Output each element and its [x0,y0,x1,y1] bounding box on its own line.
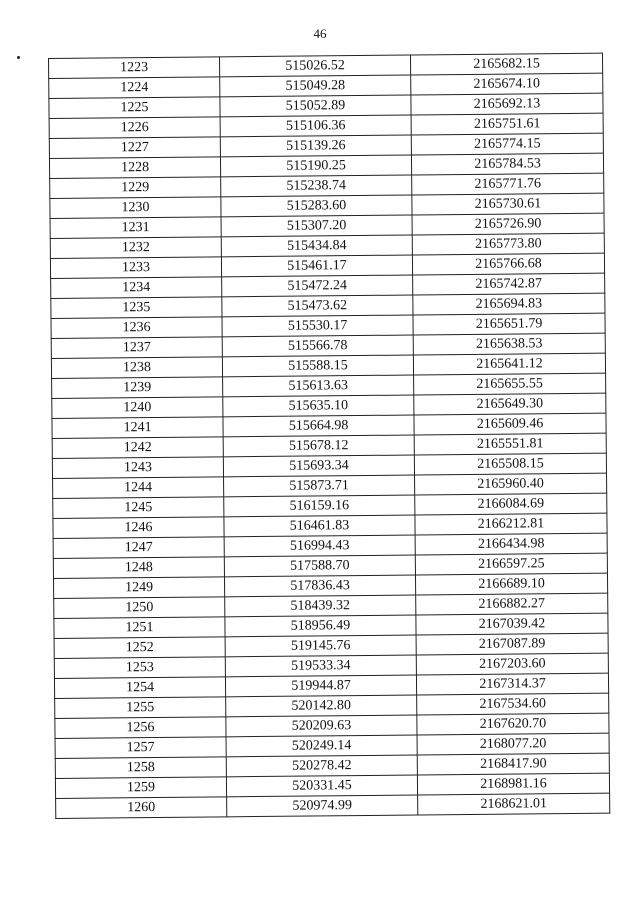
point-number-cell: 1250 [54,597,225,619]
x-coordinate-cell: 515566.78 [222,335,413,357]
x-coordinate-cell: 515026.52 [219,55,410,77]
point-number-cell: 1223 [49,57,220,79]
y-coordinate-cell: 2167087.89 [416,633,608,655]
y-coordinate-cell: 2167039.42 [416,613,608,635]
y-coordinate-cell: 2165674.10 [411,73,603,95]
point-number-cell: 1237 [51,337,222,359]
coordinates-table-container [48,53,609,819]
y-coordinate-cell: 2165692.13 [411,93,603,115]
y-coordinate-cell: 2165773.80 [412,233,604,255]
point-number-cell: 1259 [55,777,226,799]
x-coordinate-cell: 520278.42 [226,755,417,777]
y-coordinate-cell: 2167620.70 [417,713,609,735]
point-number-cell: 1229 [50,177,221,199]
x-coordinate-cell: 515139.26 [220,135,411,157]
y-coordinate-cell: 2166597.25 [415,553,607,575]
point-number-cell: 1244 [53,477,224,499]
x-coordinate-cell: 519145.76 [225,635,416,657]
x-coordinate-cell: 515283.60 [221,195,412,217]
point-number-cell: 1224 [49,77,220,99]
x-coordinate-cell: 515588.15 [222,355,413,377]
point-number-cell: 1242 [52,437,223,459]
point-number-cell: 1254 [54,677,225,699]
x-coordinate-cell: 515238.74 [221,175,412,197]
point-number-cell: 1248 [53,557,224,579]
x-coordinate-cell: 515473.62 [222,295,413,317]
x-coordinate-cell: 516159.16 [224,495,415,517]
point-number-cell: 1236 [51,317,222,339]
y-coordinate-cell: 2165784.53 [411,153,603,175]
y-coordinate-cell: 2165609.46 [414,413,606,435]
point-number-cell: 1247 [53,537,224,559]
point-number-cell: 1246 [53,517,224,539]
x-coordinate-cell: 515307.20 [221,215,412,237]
point-number-cell: 1243 [52,457,223,479]
x-coordinate-cell: 520209.63 [226,715,417,737]
y-coordinate-cell: 2165649.30 [414,393,606,415]
x-coordinate-cell: 518439.32 [225,595,416,617]
x-coordinate-cell: 515052.89 [220,95,411,117]
x-coordinate-cell: 516461.83 [224,515,415,537]
y-coordinate-cell: 2168077.20 [417,733,609,755]
point-number-cell: 1257 [55,737,226,759]
y-coordinate-cell: 2166882.27 [416,593,608,615]
point-number-cell: 1241 [52,417,223,439]
y-coordinate-cell: 2165694.83 [413,293,605,315]
coordinates-table [48,53,610,819]
x-coordinate-cell: 517836.43 [224,575,415,597]
coordinates-table-body [49,53,610,818]
x-coordinate-cell: 515472.24 [222,275,413,297]
x-coordinate-cell: 515693.34 [223,455,414,477]
y-coordinate-cell: 2165641.12 [413,353,605,375]
scan-mark [17,56,20,59]
y-coordinate-cell: 2168417.90 [417,753,609,775]
x-coordinate-cell: 515434.84 [221,235,412,257]
point-number-cell: 1227 [49,137,220,159]
x-coordinate-cell: 515190.25 [220,155,411,177]
y-coordinate-cell: 2165960.40 [415,473,607,495]
y-coordinate-cell: 2165551.81 [414,433,606,455]
point-number-cell: 1235 [51,297,222,319]
x-coordinate-cell: 519944.87 [225,675,416,697]
y-coordinate-cell: 2167203.60 [416,653,608,675]
point-number-cell: 1225 [49,97,220,119]
y-coordinate-cell: 2165682.15 [410,53,602,75]
x-coordinate-cell: 515635.10 [223,395,414,417]
y-coordinate-cell: 2166689.10 [415,573,607,595]
point-number-cell: 1234 [51,277,222,299]
y-coordinate-cell: 2165638.53 [413,333,605,355]
point-number-cell: 1233 [50,257,221,279]
x-coordinate-cell: 515461.17 [221,255,412,277]
y-coordinate-cell: 2168981.16 [417,773,609,795]
point-number-cell: 1255 [55,697,226,719]
x-coordinate-cell: 516994.43 [224,535,415,557]
point-number-cell: 1252 [54,637,225,659]
x-coordinate-cell: 518956.49 [225,615,416,637]
point-number-cell: 1228 [49,157,220,179]
point-number-cell: 1253 [54,657,225,679]
y-coordinate-cell: 2165742.87 [413,273,605,295]
point-number-cell: 1230 [50,197,221,219]
point-number-cell: 1251 [54,617,225,639]
y-coordinate-cell: 2165508.15 [414,453,606,475]
y-coordinate-cell: 2166084.69 [415,493,607,515]
y-coordinate-cell: 2165774.15 [411,133,603,155]
x-coordinate-cell: 520331.45 [226,775,417,797]
x-coordinate-cell: 515106.36 [220,115,411,137]
x-coordinate-cell: 520142.80 [226,695,417,717]
point-number-cell: 1249 [53,577,224,599]
y-coordinate-cell: 2165771.76 [412,173,604,195]
point-number-cell: 1260 [56,797,227,819]
point-number-cell: 1232 [50,237,221,259]
y-coordinate-cell: 2165766.68 [412,253,604,275]
x-coordinate-cell: 517588.70 [224,555,415,577]
x-coordinate-cell: 520249.14 [226,735,417,757]
y-coordinate-cell: 2165730.61 [412,193,604,215]
point-number-cell: 1256 [55,717,226,739]
x-coordinate-cell: 519533.34 [225,655,416,677]
point-number-cell: 1238 [51,357,222,379]
x-coordinate-cell: 515049.28 [220,75,411,97]
y-coordinate-cell: 2167534.60 [417,693,609,715]
point-number-cell: 1226 [49,117,220,139]
point-number-cell: 1258 [55,757,226,779]
point-number-cell: 1245 [53,497,224,519]
point-number-cell: 1239 [52,377,223,399]
y-coordinate-cell: 2165655.55 [414,373,606,395]
x-coordinate-cell: 515873.71 [224,475,415,497]
y-coordinate-cell: 2167314.37 [416,673,608,695]
y-coordinate-cell: 2165651.79 [413,313,605,335]
y-coordinate-cell: 2165751.61 [411,113,603,135]
x-coordinate-cell: 515664.98 [223,415,414,437]
x-coordinate-cell: 515530.17 [222,315,413,337]
point-number-cell: 1240 [52,397,223,419]
page-number: 46 [313,26,327,41]
y-coordinate-cell: 2166434.98 [415,533,607,555]
y-coordinate-cell: 2168621.01 [418,793,610,815]
x-coordinate-cell: 515613.63 [223,375,414,397]
x-coordinate-cell: 515678.12 [223,435,414,457]
x-coordinate-cell: 520974.99 [227,795,418,817]
y-coordinate-cell: 2166212.81 [415,513,607,535]
y-coordinate-cell: 2165726.90 [412,213,604,235]
point-number-cell: 1231 [50,217,221,239]
